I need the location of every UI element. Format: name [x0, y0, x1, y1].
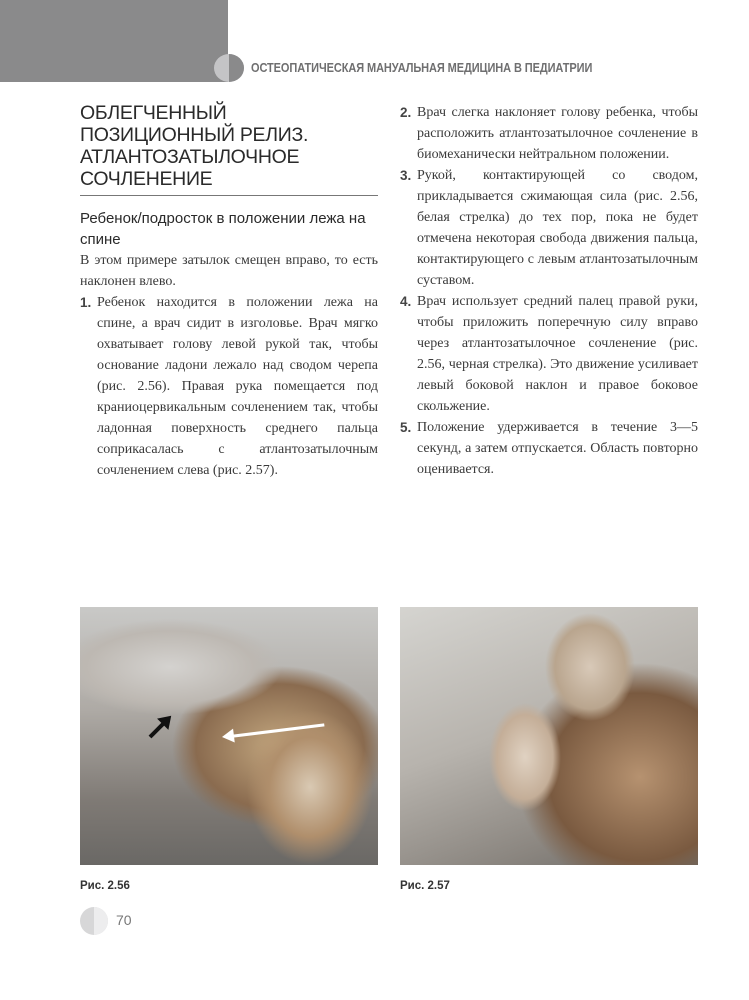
step-2	[400, 102, 698, 165]
running-title: ОСТЕОПАТИЧЕСКАЯ МАНУАЛЬНАЯ МЕДИЦИНА В ПЕДИАТРИИ	[251, 61, 593, 75]
figure-2-56-photo	[80, 607, 378, 865]
step-text: Положение удерживается в течение 3—5 секунд, а затем отпускается. Область повторно оценивается.	[417, 420, 698, 477]
header-half-circle-ornament	[214, 54, 244, 82]
white-arrow	[230, 723, 325, 738]
step-text: Рукой, контактирующей со сводом, прикладывается сжимающая сила (рис. 2.56, белая стрелка) до тех пор, пока не будет отмечена некоторая свобода движения пальца, контактирующего с левым атлантозатылочным суставом.	[417, 168, 698, 288]
step-number: 3.	[400, 168, 412, 183]
section-title: ОБЛЕГЧЕННЫЙ ПОЗИЦИОННЫЙ РЕЛИЗ. АТЛАНТОЗАТЫЛОЧНОЕ СОЧЛЕНЕНИЕ	[80, 102, 378, 196]
step-4	[400, 291, 698, 417]
left-column	[80, 102, 378, 481]
step-number: 1.	[80, 295, 92, 310]
step-number: 5.	[400, 420, 412, 435]
page-number-ornament	[80, 907, 108, 935]
step-text: Врач слегка наклоняет голову ребенка, чтобы расположить атлантозатылочное сочленение в биомеханически нейтральном положении.	[417, 105, 698, 162]
intro-paragraph: В этом примере затылок смещен вправо, то есть наклонен влево.	[80, 253, 378, 289]
section-subtitle: Ребенок/подросток в положении лежа на спине	[80, 210, 366, 248]
step-3	[400, 165, 698, 291]
step-text: Врач использует средний палец правой руки, чтобы приложить поперечную силу вправо через атлантозатылочное сочленение (рис. 2.56, черная стрелка). Это движение усиливает левый боковой наклон и правое боковое скольжение.	[417, 294, 698, 414]
figure-caption-2-57: Рис. 2.57	[400, 880, 450, 892]
step-number: 4.	[400, 294, 412, 309]
step-text: Ребенок находится в положении лежа на спине, а врач сидит в изголовье. Врач мягко охватывает голову левой рукой так, чтобы основание ладони лежало над сводом черепа (рис. 2.56). Правая рука помещается под краниоцервикальным сочленением так, чтобы ладонная поверхность среднего пальца соприкасалась с атлантозатылочным сочленением слева (рис. 2.57).	[97, 295, 378, 478]
figure-2-57-photo	[400, 607, 698, 865]
right-column	[400, 102, 698, 480]
black-arrow	[149, 720, 167, 738]
step-5	[400, 417, 698, 480]
figure-caption-2-56: Рис. 2.56	[80, 880, 130, 892]
step-number: 2.	[400, 105, 412, 120]
header-gray-block	[0, 0, 228, 82]
step-1	[80, 292, 378, 481]
page-number: 70	[116, 912, 132, 928]
